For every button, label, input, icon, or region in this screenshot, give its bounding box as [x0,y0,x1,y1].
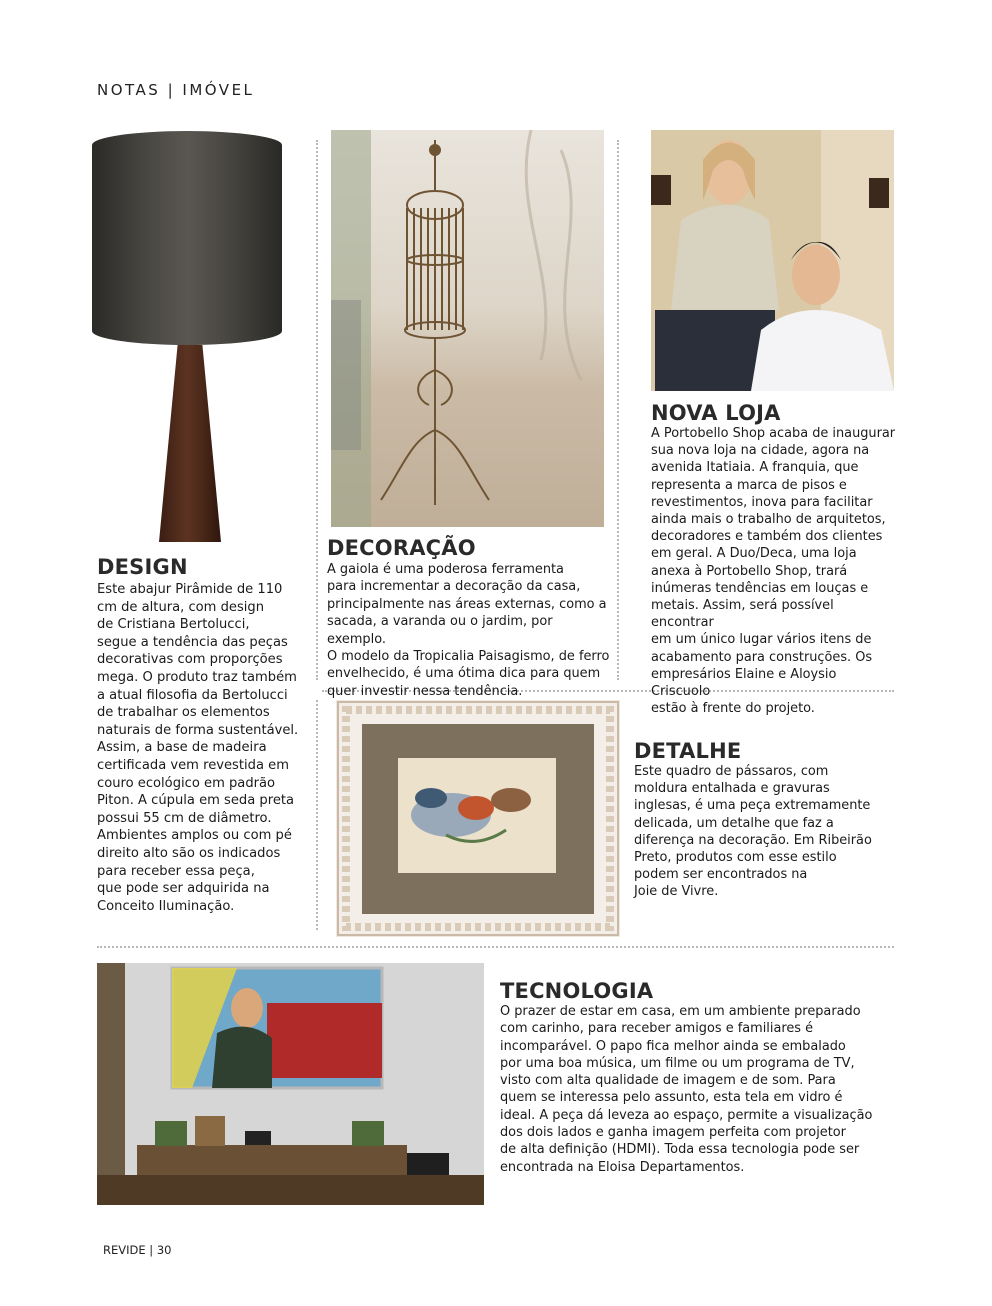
page-footer: REVIDE | 30 [103,1243,172,1257]
text-line: diferença na decoração. Em Ribeirão [634,832,872,848]
text-line: O modelo da Tropicalia Paisagismo, de ferro [327,649,610,665]
detalhe-body [634,763,884,901]
text-line: estão à frente do projeto. [651,701,815,717]
text-line: Este abajur Pirâmide de 110 [97,582,283,597]
text-line: que pode ser adquirida na [97,881,270,897]
column-divider-1 [316,140,318,680]
text-line: decorativas com proporções [97,652,283,668]
text-line: sua nova loja na cidade, agora na [651,443,870,459]
text-line: Joie de Vivre. [634,884,719,900]
text-line: podem ser encontrados na [634,867,808,883]
detalhe-article [634,739,884,901]
text-line: moldura entalhada e gravuras [634,781,830,797]
text-line: A Portobello Shop acaba de inaugurar [651,426,896,441]
text-line: mega. O produto traz também [97,669,297,685]
bird-frame-photo [336,700,620,937]
nova-loja-article [651,401,897,717]
lamp-base-image [159,345,221,542]
text-line: a atual filosofia da Bertolucci [97,687,288,703]
bird-frame-illustration [336,700,620,937]
nova-loja-title: NOVA LOJA [651,401,781,425]
section-header: NOTAS | IMÓVEL [97,81,255,99]
text-line: de alta definição (HDMI). Toda essa tecnologia pode ser [500,1142,860,1158]
column-divider-3 [316,700,318,930]
text-line: avenida Itatiaia. A franquia, que [651,460,859,476]
design-body [97,581,309,915]
text-line: certificada vem revestida em [97,757,289,773]
text-line: acabamento para construções. Os [651,649,873,665]
text-line: cm de altura, com design [97,599,265,615]
text-line: de trabalhar os elementos [97,705,270,721]
text-line: Conceito Iluminação. [97,898,235,914]
text-line: ideal. A peça dá leveza ao espaço, permite a visualização [500,1107,873,1123]
text-line: possui 55 cm de diâmetro. [97,810,272,826]
nova-loja-body [651,425,897,717]
text-line: metais. Assim, será possível encontrar [651,598,834,631]
decoracao-article [327,536,612,700]
text-line: para receber essa peça, [97,863,255,879]
text-line: direito alto são os indicados [97,845,281,861]
text-line: couro ecológico em padrão [97,775,276,791]
text-line: com carinho, para receber amigos e familiares é [500,1021,814,1037]
glass-screen-photo [97,963,484,1205]
text-line: empresários Elaine e Aloysio Criscuolo [651,666,837,700]
text-line: sacada, a varanda ou o jardim, por exemplo. [327,614,553,647]
decoracao-title: DECORAÇÃO [327,536,476,560]
tecnologia-body [500,1003,900,1176]
text-line: envelhecido, é uma ótima dica para quem [327,666,601,682]
birdcage-illustration [331,130,604,527]
text-line: para incrementar a decoração da casa, [327,579,581,595]
text-line: representa a marca de pisos e [651,477,847,493]
text-line: visto com alta qualidade de imagem e de som. Para [500,1073,836,1089]
text-line: delicada, um detalhe que faz a [634,815,834,831]
store-owners-photo [651,130,894,391]
text-line: Piton. A cúpula em seda preta [97,793,295,809]
text-line: em geral. A Duo/Deca, uma loja [651,546,857,562]
text-line: decoradores e também dos clientes [651,529,883,545]
text-line: inglesas, é uma peça extremamente [634,798,871,814]
text-line: dos dois lados e ganha imagem perfeita com projetor [500,1125,846,1141]
birdcage-photo [331,130,604,527]
text-line: incomparável. O papo fica melhor ainda se embalado [500,1038,846,1054]
text-line: O prazer de estar em casa, em um ambiente preparado [500,1004,861,1019]
text-line: quer investir nessa tendência. [327,683,523,699]
text-line: A gaiola é uma poderosa ferramenta [327,562,564,577]
store-owners-illustration [651,130,894,391]
text-line: revestimentos, inova para facilitar [651,494,873,510]
lamp-shade-image [92,131,282,345]
text-line: por uma boa música, um filme ou um programa de TV, [500,1055,855,1071]
row-divider-2 [97,946,894,948]
glass-screen-illustration [97,963,484,1205]
text-line: naturais de forma sustentável. [97,722,299,738]
text-line: inúmeras tendências em louças e [651,580,869,596]
design-article [97,555,309,915]
text-line: Preto, produtos com esse estilo [634,850,837,866]
tecnologia-article [500,979,900,1176]
text-line: segue a tendência das peças [97,634,288,650]
text-line: encontrada na Eloisa Departamentos. [500,1159,745,1175]
detalhe-title: DETALHE [634,739,742,763]
text-line: Este quadro de pássaros, com [634,764,829,779]
text-line: Assim, a base de madeira [97,740,267,756]
design-title: DESIGN [97,555,188,579]
text-line: quem se interessa pelo assunto, esta tela em vidro é [500,1090,843,1106]
text-line: principalmente nas áreas externas, como a [327,596,607,612]
text-line: ainda mais o trabalho de arquitetos, [651,512,886,528]
text-line: Ambientes amplos ou com pé [97,828,292,844]
text-line: em um único lugar vários itens de [651,632,872,648]
text-line: de Cristiana Bertolucci, [97,617,250,633]
decoracao-body [327,561,612,700]
text-line: anexa à Portobello Shop, trará [651,563,848,579]
tecnologia-title: TECNOLOGIA [500,979,654,1003]
column-divider-2 [617,140,619,680]
